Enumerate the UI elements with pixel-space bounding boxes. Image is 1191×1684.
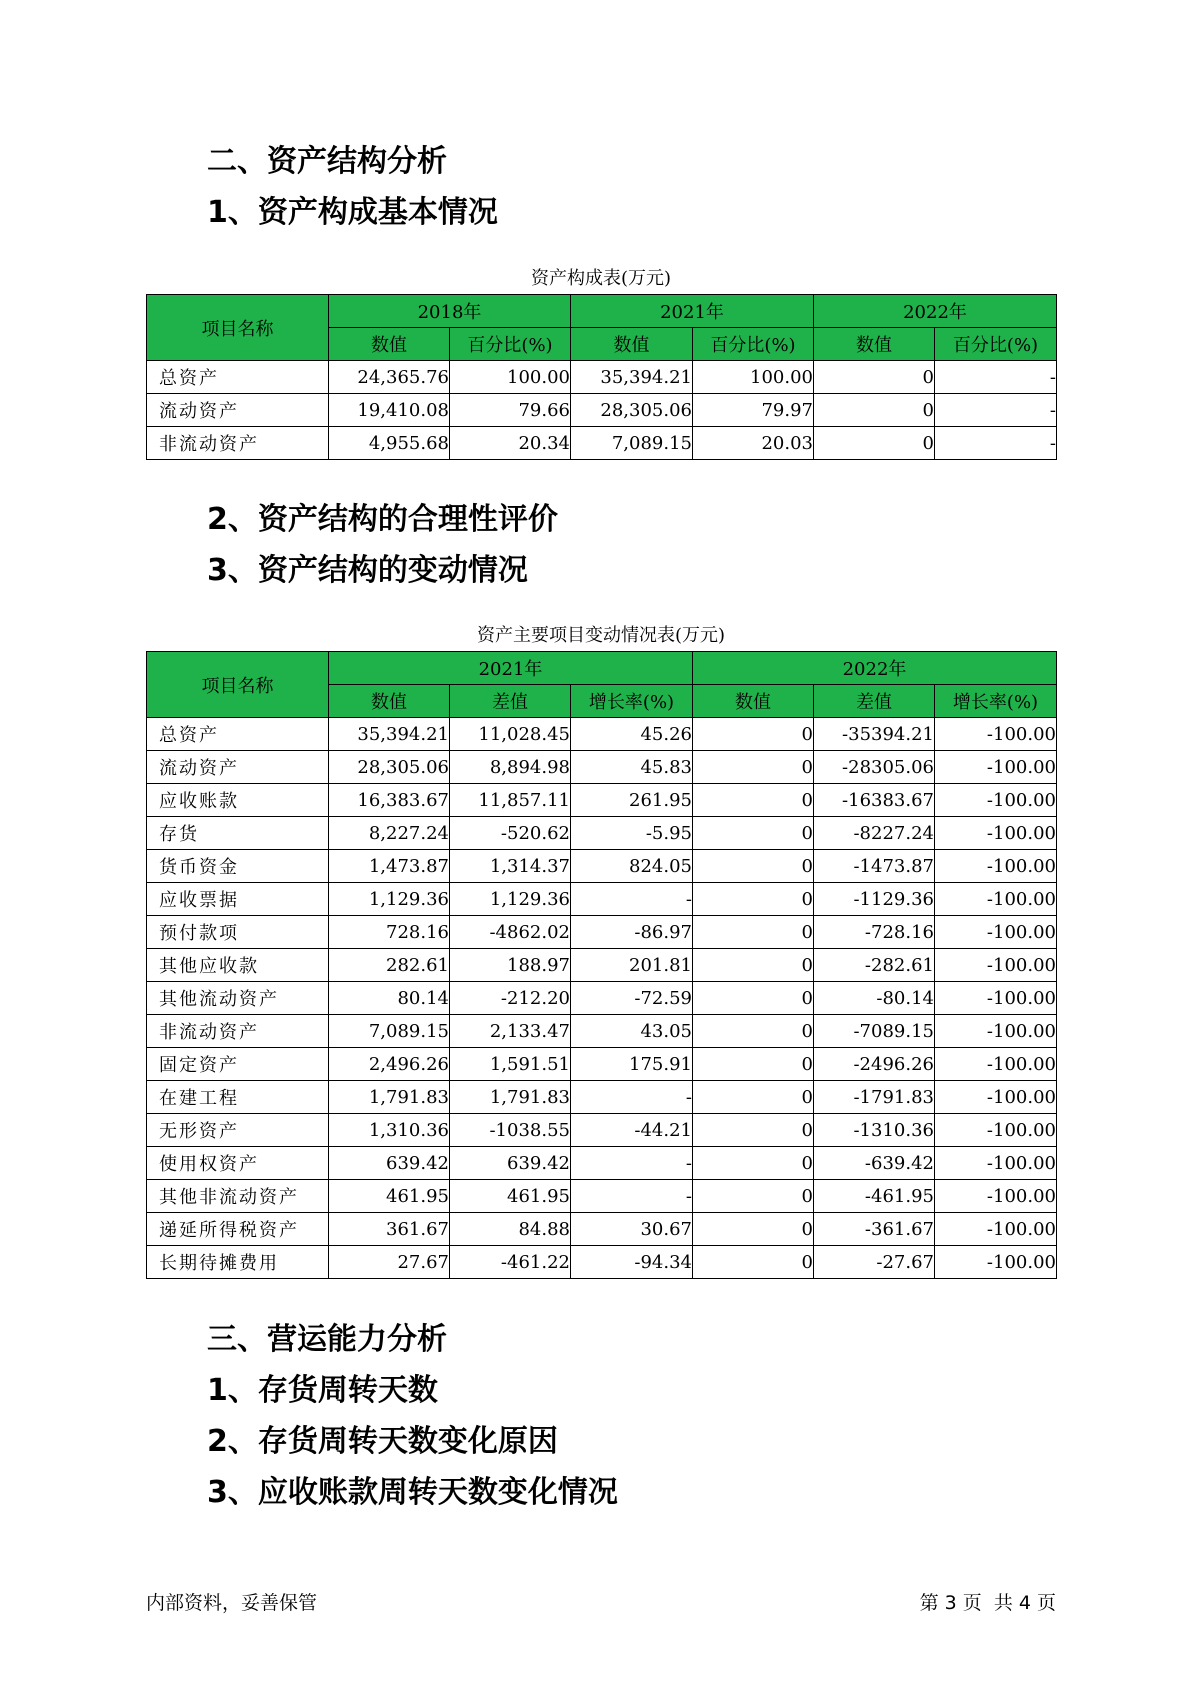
cell-value: -100.00 (935, 1114, 1057, 1147)
cell-value: - (935, 394, 1057, 427)
cell-value: 0 (693, 817, 814, 850)
cell-value: 282.61 (329, 949, 450, 982)
cell-value: 0 (693, 784, 814, 817)
cell-value: 11,857.11 (450, 784, 571, 817)
row-label: 货币资金 (147, 850, 329, 883)
cell-value: 1,791.83 (329, 1081, 450, 1114)
cell-value: -80.14 (814, 982, 935, 1015)
cell-value: 100.00 (693, 361, 814, 394)
cell-value: 0 (693, 949, 814, 982)
column-header: 百分比(%) (450, 328, 571, 361)
row-label: 应收账款 (147, 784, 329, 817)
cell-value: -100.00 (935, 718, 1057, 751)
column-header: 差值 (450, 685, 571, 718)
cell-value: -100.00 (935, 1081, 1057, 1114)
cell-value: 7,089.15 (329, 1015, 450, 1048)
year-header: 2021年 (329, 652, 693, 685)
table-row (147, 718, 1057, 751)
footer-page-number: 第 3 页 共 4 页 (919, 1592, 1056, 1614)
cell-value: 79.66 (450, 394, 571, 427)
section-heading-operating-capacity: 三、营运能力分析 (207, 1322, 447, 1357)
year-header: 2022年 (814, 295, 1057, 328)
row-label: 使用权资产 (147, 1147, 329, 1180)
cell-value: -520.62 (450, 817, 571, 850)
table-row (147, 394, 1057, 427)
row-label: 其他非流动资产 (147, 1180, 329, 1213)
cell-value: 639.42 (450, 1147, 571, 1180)
cell-value: 43.05 (571, 1015, 693, 1048)
row-label: 流动资产 (147, 751, 329, 784)
row-label: 其他应收款 (147, 949, 329, 982)
cell-value: 461.95 (450, 1180, 571, 1213)
cell-value: 175.91 (571, 1048, 693, 1081)
column-header: 增长率(%) (571, 685, 693, 718)
cell-value: 8,894.98 (450, 751, 571, 784)
cell-value: 1,129.36 (329, 883, 450, 916)
subheading-structure-evaluation: 2、资产结构的合理性评价 (207, 502, 558, 537)
cell-value: 20.34 (450, 427, 571, 460)
column-header: 数值 (329, 328, 450, 361)
cell-value: 0 (693, 1246, 814, 1279)
table-row (147, 1048, 1057, 1081)
subheading-inventory-turnover-days: 1、存货周转天数 (207, 1373, 438, 1408)
cell-value: -1473.87 (814, 850, 935, 883)
table2-caption: 资产主要项目变动情况表(万元) (476, 625, 726, 646)
table-row (147, 1015, 1057, 1048)
cell-value: 461.95 (329, 1180, 450, 1213)
cell-value: 0 (693, 850, 814, 883)
cell-value: 16,383.67 (329, 784, 450, 817)
cell-value: -728.16 (814, 916, 935, 949)
cell-value: -100.00 (935, 1048, 1057, 1081)
cell-value: - (571, 1081, 693, 1114)
cell-value: 0 (693, 1114, 814, 1147)
cell-value: 35,394.21 (329, 718, 450, 751)
row-label: 固定资产 (147, 1048, 329, 1081)
cell-value: -5.95 (571, 817, 693, 850)
row-label: 递延所得税资产 (147, 1213, 329, 1246)
row-label: 总资产 (147, 718, 329, 751)
cell-value: 4,955.68 (329, 427, 450, 460)
cell-value: 2,496.26 (329, 1048, 450, 1081)
row-label: 无形资产 (147, 1114, 329, 1147)
table-row (147, 916, 1057, 949)
table-row (147, 1246, 1057, 1279)
table-row (147, 751, 1057, 784)
cell-value: -461.95 (814, 1180, 935, 1213)
cell-value: -1310.36 (814, 1114, 935, 1147)
item-name-header: 项目名称 (147, 295, 329, 361)
cell-value: 84.88 (450, 1213, 571, 1246)
column-header: 数值 (329, 685, 450, 718)
cell-value: - (571, 883, 693, 916)
cell-value: -28305.06 (814, 751, 935, 784)
cell-value: 100.00 (450, 361, 571, 394)
table1-body (147, 361, 1057, 460)
cell-value: -100.00 (935, 949, 1057, 982)
cell-value: 20.03 (693, 427, 814, 460)
cell-value: -100.00 (935, 784, 1057, 817)
cell-value: -7089.15 (814, 1015, 935, 1048)
cell-value: -100.00 (935, 982, 1057, 1015)
cell-value: 261.95 (571, 784, 693, 817)
row-label: 预付款项 (147, 916, 329, 949)
cell-value: -27.67 (814, 1246, 935, 1279)
cell-value: 0 (693, 982, 814, 1015)
cell-value: - (571, 1147, 693, 1180)
cell-value: 188.97 (450, 949, 571, 982)
year-header: 2018年 (329, 295, 571, 328)
cell-value: 35,394.21 (571, 361, 693, 394)
cell-value: 79.97 (693, 394, 814, 427)
cell-value: -8227.24 (814, 817, 935, 850)
cell-value: 0 (693, 1147, 814, 1180)
cell-value: 0 (693, 883, 814, 916)
column-header: 百分比(%) (935, 328, 1057, 361)
table-row (147, 817, 1057, 850)
row-label: 长期待摊费用 (147, 1246, 329, 1279)
cell-value: 0 (814, 427, 935, 460)
cell-value: 45.26 (571, 718, 693, 751)
cell-value: -100.00 (935, 817, 1057, 850)
cell-value: 639.42 (329, 1147, 450, 1180)
cell-value: 1,791.83 (450, 1081, 571, 1114)
cell-value: 2,133.47 (450, 1015, 571, 1048)
subheading-structure-changes: 3、资产结构的变动情况 (207, 553, 528, 588)
cell-value: 361.67 (329, 1213, 450, 1246)
cell-value: 19,410.08 (329, 394, 450, 427)
cell-value: 1,314.37 (450, 850, 571, 883)
cell-value: 1,310.36 (329, 1114, 450, 1147)
cell-value: -461.22 (450, 1246, 571, 1279)
cell-value: 728.16 (329, 916, 450, 949)
cell-value: 24,365.76 (329, 361, 450, 394)
table-row (147, 1147, 1057, 1180)
table-row (147, 1213, 1057, 1246)
cell-value: 30.67 (571, 1213, 693, 1246)
cell-value: - (935, 427, 1057, 460)
row-label: 总资产 (147, 361, 329, 394)
subheading-receivables-turnover-changes: 3、应收账款周转天数变化情况 (207, 1475, 618, 1510)
row-label: 在建工程 (147, 1081, 329, 1114)
cell-value: -100.00 (935, 1180, 1057, 1213)
asset-change-table (146, 651, 1057, 1279)
cell-value: - (935, 361, 1057, 394)
column-header: 数值 (571, 328, 693, 361)
table-row (147, 1081, 1057, 1114)
row-label: 非流动资产 (147, 427, 329, 460)
cell-value: -35394.21 (814, 718, 935, 751)
cell-value: 11,028.45 (450, 718, 571, 751)
row-label: 其他流动资产 (147, 982, 329, 1015)
subheading-inventory-turnover-causes: 2、存货周转天数变化原因 (207, 1424, 558, 1459)
column-header: 数值 (814, 328, 935, 361)
table-row (147, 1180, 1057, 1213)
cell-value: 8,227.24 (329, 817, 450, 850)
table-row (147, 949, 1057, 982)
cell-value: -100.00 (935, 1213, 1057, 1246)
cell-value: -100.00 (935, 1015, 1057, 1048)
item-name-header: 项目名称 (147, 652, 329, 718)
cell-value: 1,591.51 (450, 1048, 571, 1081)
cell-value: -639.42 (814, 1147, 935, 1180)
cell-value: - (571, 1180, 693, 1213)
cell-value: 28,305.06 (329, 751, 450, 784)
year-header: 2022年 (693, 652, 1057, 685)
table-row (147, 427, 1057, 460)
cell-value: -1129.36 (814, 883, 935, 916)
cell-value: -100.00 (935, 1147, 1057, 1180)
cell-value: -100.00 (935, 1246, 1057, 1279)
cell-value: 201.81 (571, 949, 693, 982)
table-row (147, 784, 1057, 817)
cell-value: 0 (693, 1081, 814, 1114)
asset-composition-table (146, 294, 1057, 460)
column-header: 差值 (814, 685, 935, 718)
row-label: 流动资产 (147, 394, 329, 427)
cell-value: -361.67 (814, 1213, 935, 1246)
cell-value: -212.20 (450, 982, 571, 1015)
cell-value: -1038.55 (450, 1114, 571, 1147)
cell-value: -100.00 (935, 916, 1057, 949)
cell-value: 824.05 (571, 850, 693, 883)
column-header: 增长率(%) (935, 685, 1057, 718)
column-header: 数值 (693, 685, 814, 718)
row-label: 存货 (147, 817, 329, 850)
table-row (147, 1114, 1057, 1147)
cell-value: 0 (693, 916, 814, 949)
cell-value: -44.21 (571, 1114, 693, 1147)
cell-value: 7,089.15 (571, 427, 693, 460)
cell-value: -72.59 (571, 982, 693, 1015)
cell-value: 45.83 (571, 751, 693, 784)
cell-value: 0 (693, 1213, 814, 1246)
cell-value: 0 (693, 1180, 814, 1213)
cell-value: -16383.67 (814, 784, 935, 817)
cell-value: 0 (693, 1015, 814, 1048)
cell-value: -100.00 (935, 751, 1057, 784)
table-row (147, 361, 1057, 394)
subheading-asset-composition: 1、资产构成基本情况 (207, 195, 498, 230)
cell-value: 80.14 (329, 982, 450, 1015)
table1-caption: 资产构成表(万元) (530, 268, 672, 289)
table2-body (147, 718, 1057, 1279)
footer-confidential-note: 内部资料，妥善保管 (146, 1592, 318, 1614)
table-row (147, 883, 1057, 916)
cell-value: 1,129.36 (450, 883, 571, 916)
cell-value: 0 (693, 718, 814, 751)
cell-value: -2496.26 (814, 1048, 935, 1081)
cell-value: -4862.02 (450, 916, 571, 949)
cell-value: 28,305.06 (571, 394, 693, 427)
cell-value: -282.61 (814, 949, 935, 982)
column-header: 百分比(%) (693, 328, 814, 361)
cell-value: 0 (814, 394, 935, 427)
cell-value: -100.00 (935, 883, 1057, 916)
cell-value: -86.97 (571, 916, 693, 949)
section-heading-asset-structure: 二、资产结构分析 (207, 144, 447, 179)
cell-value: -94.34 (571, 1246, 693, 1279)
cell-value: -1791.83 (814, 1081, 935, 1114)
row-label: 应收票据 (147, 883, 329, 916)
table-row (147, 982, 1057, 1015)
row-label: 非流动资产 (147, 1015, 329, 1048)
cell-value: -100.00 (935, 850, 1057, 883)
cell-value: 1,473.87 (329, 850, 450, 883)
year-header: 2021年 (571, 295, 814, 328)
cell-value: 0 (693, 1048, 814, 1081)
cell-value: 0 (814, 361, 935, 394)
table-row (147, 850, 1057, 883)
cell-value: 0 (693, 751, 814, 784)
cell-value: 27.67 (329, 1246, 450, 1279)
